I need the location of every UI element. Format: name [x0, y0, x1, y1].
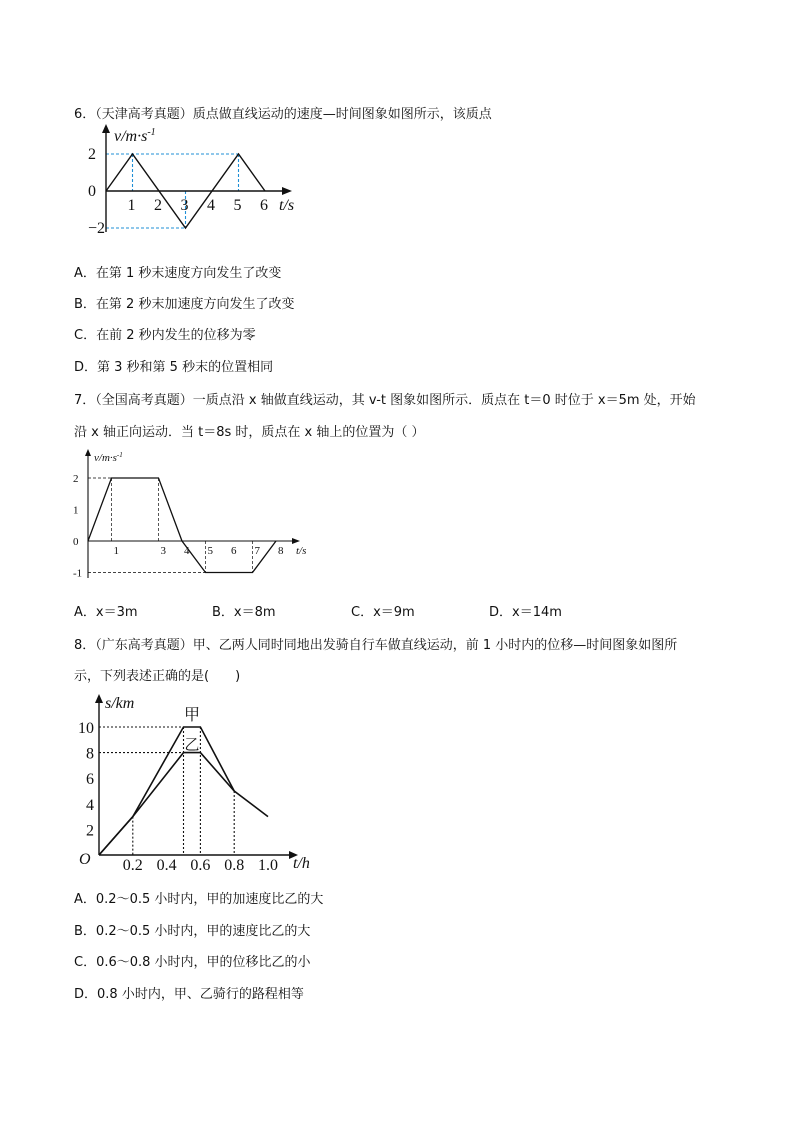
q7-x-label: t/s	[296, 545, 307, 557]
q8-x-tick-label: 1.0	[258, 857, 278, 874]
q8-origin-label: O	[79, 851, 91, 868]
q7-x-tick-label: 1	[113, 545, 119, 557]
q6-vt-graph	[86, 124, 326, 244]
q6-x-tick-label: 6	[260, 197, 268, 214]
q8-x-label: t/h	[293, 855, 310, 872]
q7-y-tick-label: 0	[73, 536, 79, 548]
q6-y-arrow	[102, 124, 110, 133]
q7-y-tick-label: 2	[73, 473, 79, 485]
q7-vt-graph	[70, 446, 320, 586]
q8-y-tick-label: 4	[86, 796, 94, 814]
q7-x-tick-label: 4	[184, 545, 190, 557]
q6-y-tick-label: 2	[88, 146, 96, 163]
q7-velocity-line	[88, 478, 276, 573]
q8-option-d[interactable]: D．0.8 小时内，甲、乙骑行的路程相等	[74, 987, 304, 1002]
q6-option-d[interactable]: D．第 3 秒和第 5 秒末的位置相同	[74, 360, 274, 375]
q6-x-tick-label: 5	[233, 197, 242, 214]
q8-option-a[interactable]: A．0.2～0.5 小时内，甲的加速度比乙的大	[74, 892, 324, 907]
q8-y-arrow	[95, 694, 103, 703]
q7-x-tick-label: 5	[207, 545, 213, 557]
q6-y-tick-label: −2	[88, 220, 106, 237]
q6-x-arrow	[282, 187, 292, 195]
q7-x-arrow	[292, 538, 300, 544]
q8-x-tick-label: 0.6	[190, 857, 211, 874]
q6-x-tick-label: 1	[127, 197, 136, 214]
q8-series-jia-line	[99, 727, 234, 855]
q7-x-tick-label: 8	[278, 545, 284, 557]
q6-stem: 6．（天津高考真题）质点做直线运动的速度—时间图象如图所示，该质点	[74, 107, 492, 122]
q7-y-tick-label: -1	[73, 567, 83, 580]
q6-option-a[interactable]: A．在第 1 秒末速度方向发生了改变	[74, 266, 282, 281]
q8-y-tick-label: 2	[86, 822, 94, 840]
q8-option-c[interactable]: C．0.6～0.8 小时内，甲的位移比乙的小	[74, 955, 311, 970]
q8-x-tick-label: 0.2	[122, 857, 143, 874]
q6-x-tick-label: 4	[207, 197, 215, 214]
q8-y-tick-label: 6	[86, 771, 94, 789]
q8-x-tick-label: 0.8	[224, 857, 245, 874]
q8-y-label: s/km	[105, 695, 135, 712]
q7-y-tick-label: 1	[73, 504, 79, 517]
q6-y-tick-label: 0	[88, 183, 96, 200]
q7-option-d[interactable]: D．x＝14m	[489, 605, 562, 620]
q7-x-tick-label: 3	[160, 545, 166, 557]
q7-stem-line1: 7．（全国高考真题）一质点沿 x 轴做直线运动，其 v-t 图象如图所示．质点在 t＝0 时位于 x＝5m 处，开始	[74, 393, 696, 408]
q7-x-tick-label: 7	[254, 545, 260, 557]
q6-option-c[interactable]: C．在前 2 秒内发生的位移为零	[74, 328, 256, 343]
q7-y-label: $v/m\cdot s^{-1}$	[94, 451, 123, 464]
q8-stem-line1: 8．（广东高考真题）甲、乙两人同时同地出发骑自行车做直线运动，前 1 小时内的位移—时间图象如图所	[74, 638, 678, 653]
q8-y-tick-label: 8	[86, 745, 94, 763]
q6-y-label: $v/m\cdot s^{-1}$	[114, 127, 156, 145]
q6-x-tick-label: 3	[180, 197, 189, 214]
q8-series-yi-label: 乙	[184, 737, 200, 754]
q8-stem-line2: 示，下列表述正确的是( )	[74, 669, 241, 684]
q7-option-a[interactable]: A．x＝3m	[74, 605, 138, 620]
q6-option-b[interactable]: B．在第 2 秒末加速度方向发生了改变	[74, 297, 295, 312]
q7-option-c[interactable]: C．x＝9m	[351, 605, 415, 620]
q8-y-tick-label: 10	[78, 720, 94, 737]
q8-x-tick-label: 0.4	[156, 857, 177, 874]
q7-option-b[interactable]: B．x＝8m	[212, 605, 276, 620]
q6-x-label: t/s	[279, 197, 295, 214]
q8-series-jia-label: 甲	[183, 707, 200, 724]
q8-st-graph	[72, 688, 332, 878]
q6-x-tick-label: 2	[154, 197, 162, 214]
q7-y-arrow	[85, 449, 91, 456]
q7-stem-line2: 沿 x 轴正向运动．当 t＝8s 时，质点在 x 轴上的位置为（ ）	[74, 425, 425, 440]
q7-x-tick-label: 6	[231, 545, 237, 557]
q8-option-b[interactable]: B．0.2～0.5 小时内，甲的速度比乙的大	[74, 924, 311, 939]
